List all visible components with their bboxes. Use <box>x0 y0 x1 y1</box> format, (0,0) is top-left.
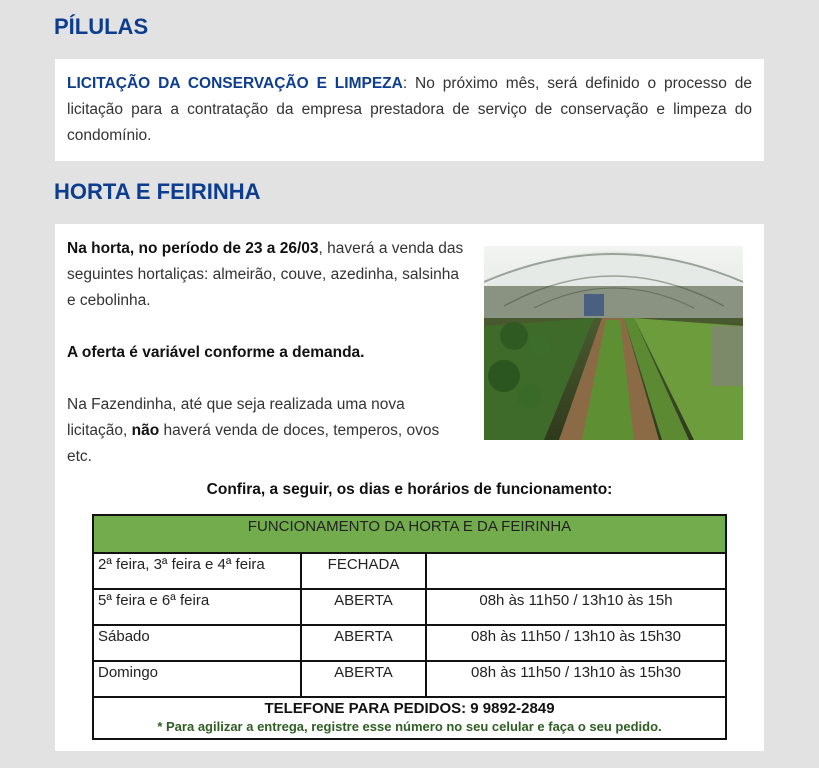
pilulas-paragraph <box>67 71 752 149</box>
pilulas-title: PÍLULAS <box>54 14 149 39</box>
horta-panel <box>55 224 764 751</box>
table-header: FUNCIONAMENTO DA HORTA E DA FEIRINHA <box>93 515 726 553</box>
table-cell-status: FECHADA <box>301 553 426 589</box>
horta-paragraph-1 <box>67 236 467 314</box>
oferta-note: A oferta é variável conforme a demanda. <box>67 344 365 361</box>
horta-title: HORTA E FEIRINHA <box>54 179 261 204</box>
table-cell-day: 2ª feira, 3ª feira e 4ª feira <box>93 553 301 589</box>
horta-paragraph-1-rest: , haverá a venda das seguintes hortaliças: almeirão, couve, azedinha, salsinha e cebolinha. <box>67 240 464 309</box>
greenhouse-photo <box>484 246 743 440</box>
table-footer-row <box>93 697 726 739</box>
pilulas-panel <box>55 59 764 161</box>
table-row <box>93 589 726 625</box>
horta-paragraph-3-b: haverá venda de doces, temperos, ovos etc. <box>67 422 440 465</box>
table-cell-day: 5ª feira e 6ª feira <box>93 589 301 625</box>
table-footer <box>93 697 726 739</box>
phone-number: TELEFONE PARA PEDIDOS: 9 9892-2849 <box>264 700 555 717</box>
confira-heading: Confira, a seguir, os dias e horários de funcionamento: <box>206 481 613 498</box>
funcionamento-table <box>92 514 727 740</box>
table-header-row <box>93 515 726 553</box>
table-row <box>93 553 726 589</box>
horta-text-block <box>67 236 467 496</box>
table-cell-hours: 08h às 11h50 / 13h10 às 15h <box>426 589 726 625</box>
table-cell-hours <box>426 553 726 589</box>
table-row <box>93 625 726 661</box>
licitacao-highlight: LICITAÇÃO DA CONSERVAÇÃO E LIMPEZA <box>67 75 403 92</box>
horta-paragraph-2 <box>67 340 467 366</box>
table-cell-day: Domingo <box>93 661 301 697</box>
table-cell-hours: 08h às 11h50 / 13h10 às 15h30 <box>426 661 726 697</box>
table-cell-day: Sábado <box>93 625 301 661</box>
nao-emphasis: não <box>131 422 160 439</box>
order-note: * Para agilizar a entrega, registre esse número no seu celular e faça o seu pedido. <box>157 719 662 734</box>
pilulas-text: : No próximo mês, será definido o processo de licitação para a contratação da empresa prestadora de serviço de conservação e limpeza do condomínio. <box>67 75 752 144</box>
table-cell-hours: 08h às 11h50 / 13h10 às 15h30 <box>426 625 726 661</box>
table-row <box>93 661 726 697</box>
horta-paragraph-3 <box>67 392 467 470</box>
horta-paragraph-3-a: Na Fazendinha, até que seja realizada uma nova licitação, <box>67 396 405 439</box>
horta-period: Na horta, no período de 23 a 26/03 <box>67 240 319 257</box>
table-cell-status: ABERTA <box>301 625 426 661</box>
table-cell-status: ABERTA <box>301 589 426 625</box>
table-cell-status: ABERTA <box>301 661 426 697</box>
